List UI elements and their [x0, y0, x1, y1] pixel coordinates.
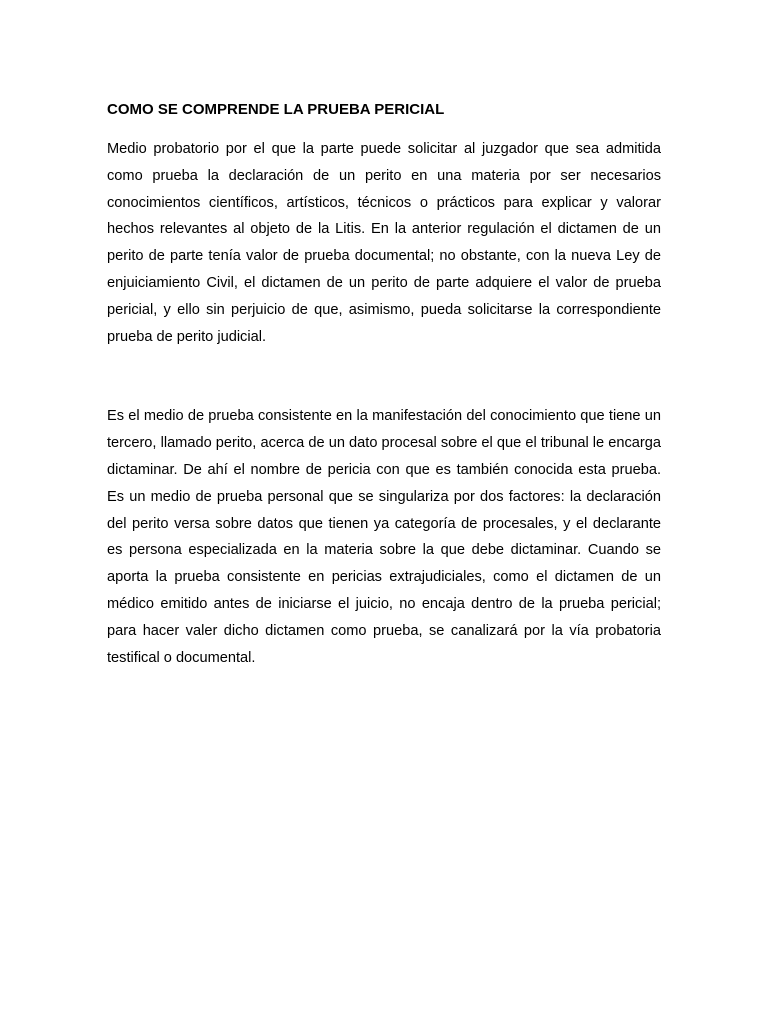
- paragraph-spacer: [107, 350, 661, 403]
- paragraph-1: Medio probatorio por el que la parte puede solicitar al juzgador que sea admitida como prueba la declaración de un perito en una materia por ser necesarios conocimientos científicos, artísticos, técnicos o prácticos para explicar y valorar hechos relevantes al objeto de la Litis. En la anterior regulación el dictamen de un perito de parte tenía valor de prueba documental; no obstante, con la nueva Ley de enjuiciamiento Civil, el dictamen de un perito de parte adquiere el valor de prueba pericial, y ello sin perjuicio de que, asimismo, pueda solicitarse la correspondiente prueba de perito judicial.: [107, 141, 661, 345]
- document-page: [107, 100, 661, 671]
- document-title: COMO SE COMPRENDE LA PRUEBA PERICIAL: [107, 101, 445, 118]
- paragraph-2: Es el medio de prueba consistente en la manifestación del conocimiento que tiene un tercero, llamado perito, acerca de un dato procesal sobre el que el tribunal le encarga dictaminar. De ahí el nombre de pericia con que es también conocida esta prueba. Es un medio de prueba personal que se singulariza por dos factores: la declaración del perito versa sobre datos que tienen ya categoría de procesales, y el declarante es persona especializada en la materia sobre la que debe dictaminar. Cuando se aporta la prueba consistente en pericias extrajudiciales, como el dictamen de un médico emitido antes de iniciarse el juicio, no encaja dentro de la prueba pericial; para hacer valer dicho dictamen como prueba, se canalizará por la vía probatoria testifical o documental.: [107, 408, 661, 666]
